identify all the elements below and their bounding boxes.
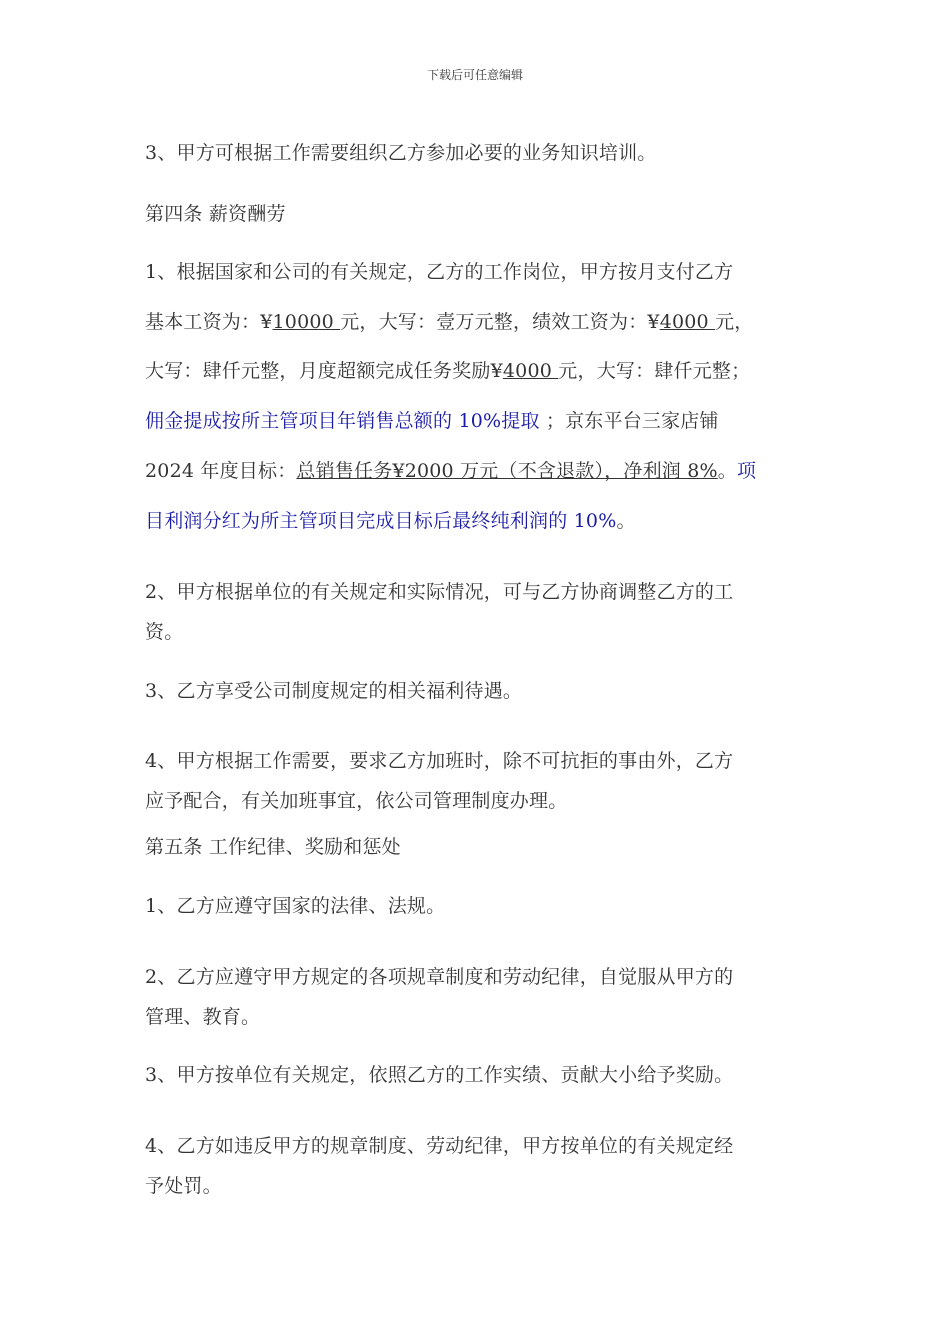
- article-4-p4-line2: 应予配合，有关加班事宜，依公司管理制度办理。: [145, 790, 568, 812]
- article-4-p1-line3: [145, 356, 750, 383]
- article-4-p4-line1: 4、甲方根据工作需要，要求乙方加班时，除不可抗拒的事由外，乙方: [145, 750, 734, 772]
- text-span: 基本工资为：¥: [145, 311, 273, 333]
- article-5-p4-line1: 4、乙方如违反甲方的规章制度、劳动纪律，甲方按单位的有关规定经: [145, 1135, 734, 1157]
- bonus-amount: 4000: [502, 360, 559, 382]
- article-4-p2-line1: 2、甲方根据单位的有关规定和实际情况，可与乙方协商调整乙方的工: [145, 581, 734, 603]
- sales-target: 总销售任务¥2000 万元（不含退款），净利润 8%: [296, 460, 718, 482]
- text-span: 元，: [715, 311, 754, 333]
- article-4-p2-line2: 资。: [145, 621, 184, 643]
- text-span: 元，大写：壹万元整，绩效工资为：¥: [340, 311, 660, 333]
- base-salary-amount: 10000: [272, 311, 341, 333]
- profit-share-text: 项: [736, 460, 757, 482]
- article-5-title: 第五条 工作纪律、奖励和惩处: [145, 836, 401, 858]
- article-5-p4-line2: 予处罚。: [145, 1175, 222, 1197]
- article-5-p2-line2: 管理、教育。: [145, 1006, 261, 1028]
- article-4-p1-line1: 1、根据国家和公司的有关规定，乙方的工作岗位，甲方按月支付乙方: [145, 261, 734, 283]
- article-4-p1-line5: [145, 456, 756, 483]
- article-4-title: 第四条 薪资酬劳: [145, 203, 286, 225]
- text-span: 元，大写：肆仟元整；: [558, 360, 751, 382]
- article-5-p1: 1、乙方应遵守国家的法律、法规。: [145, 895, 446, 917]
- performance-salary-amount: 4000: [659, 311, 716, 333]
- text-span: ；京东平台三家店铺: [539, 410, 719, 432]
- profit-share-text: 目利润分红为所主管项目完成目标后最终纯利润的 10%: [145, 510, 617, 532]
- text-span: 2024 年度目标：: [145, 460, 297, 482]
- text-span: 。: [616, 510, 636, 532]
- article-4-p1-line4: [145, 406, 719, 433]
- article-5-p2-line1: 2、乙方应遵守甲方规定的各项规章制度和劳动纪律，自觉服从甲方的: [145, 966, 734, 988]
- page-header: 下载后可任意编辑: [426, 68, 523, 82]
- text-span: 。: [717, 460, 737, 482]
- article-5-p3: 3、甲方按单位有关规定，依照乙方的工作实绩、贡献大小给予奖励。: [145, 1064, 734, 1086]
- clause-3-training: 3、甲方可根据工作需要组织乙方参加必要的业务知识培训。: [145, 142, 657, 164]
- text-span: 大写：肆仟元整，月度超额完成任务奖励¥: [145, 360, 503, 382]
- article-4-p1-line2: [145, 307, 754, 334]
- commission-text: 佣金提成按所主管项目年销售总额的 10%提取: [145, 410, 540, 432]
- article-4-p3: 3、乙方享受公司制度规定的相关福利待遇。: [145, 680, 523, 702]
- article-4-p1-line6: [145, 506, 636, 533]
